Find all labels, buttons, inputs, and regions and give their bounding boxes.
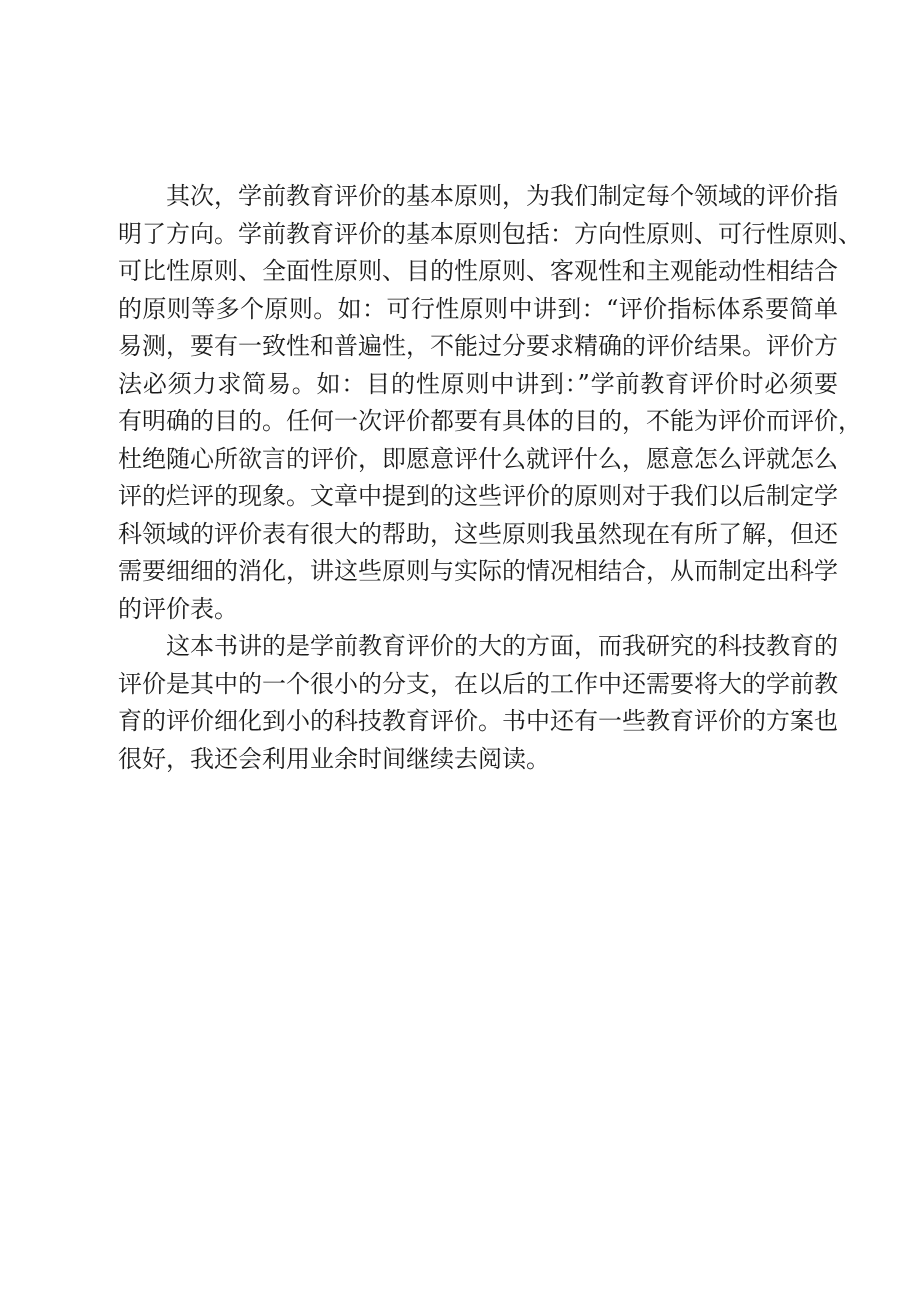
text-line: 育的评价细化到小的科技教育评价。书中还有一些教育评价的方案也 — [118, 707, 838, 735]
text-line: 其次，学前教育评价的基本原则，为我们制定每个领域的评价指 — [118, 182, 838, 210]
text-line: 需要细细的消化，讲这些原则与实际的情况相结合，从而制定出科学 — [118, 557, 838, 585]
text-line: 杜绝随心所欲言的评价，即愿意评什么就评什么，愿意怎么评就怎么 — [118, 444, 838, 473]
text-line: 易测，要有一致性和普遍性，不能过分要求精确的评价结果。评价方 — [118, 332, 838, 360]
paragraph-principles — [118, 178, 862, 628]
text-line: 的原则等多个原则。如：可行性原则中讲到：“评价指标体系要简单 — [118, 294, 838, 323]
text-line: 法必须力求简易。如：目的性原则中讲到：”学前教育评价时必须要 — [118, 369, 838, 398]
text-line: 评价是其中的一个很小的分支，在以后的工作中还需要将大的学前教 — [118, 669, 838, 698]
text-line: 明了方向。学前教育评价的基本原则包括：方向性原则、可行性原则、 — [118, 219, 862, 248]
text-line: 的评价表。 — [118, 594, 238, 623]
text-line: 很好，我还会利用业余时间继续去阅读。 — [118, 744, 550, 773]
text-line: 这本书讲的是学前教育评价的大的方面，而我研究的科技教育的 — [118, 632, 838, 660]
paragraph-summary — [118, 628, 838, 778]
text-line: 评的烂评的现象。文章中提到的这些评价的原则对于我们以后制定学 — [118, 482, 838, 510]
text-line: 可比性原则、全面性原则、目的性原则、客观性和主观能动性相结合 — [118, 257, 838, 285]
text-line: 科领域的评价表有很大的帮助，这些原则我虽然现在有所了解，但还 — [118, 519, 838, 548]
body-text — [118, 178, 862, 778]
text-line: 有明确的目的。任何一次评价都要有具体的目的，不能为评价而评价， — [118, 407, 862, 435]
